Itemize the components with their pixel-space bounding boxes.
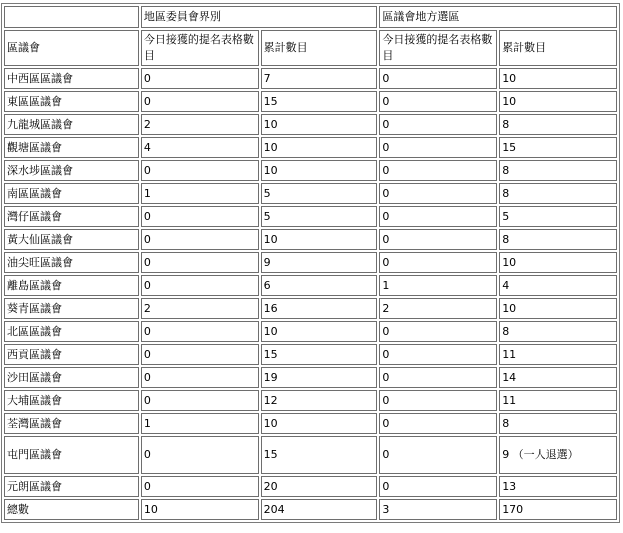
geo-cumulative-cell: 9 （一人退選）	[499, 436, 617, 474]
geo-received-today-cell: 0	[379, 252, 497, 273]
geo-received-today-cell: 0	[379, 367, 497, 388]
geo-received-today-cell: 0	[379, 229, 497, 250]
header-row-groups	[4, 6, 617, 28]
geo-cumulative-cell: 4	[499, 275, 617, 296]
council-name-cell: 西貢區議會	[4, 344, 139, 365]
dc-received-today-cell: 0	[141, 390, 259, 411]
table-row	[4, 436, 617, 474]
header-geo-cumulative: 累計數目	[499, 30, 617, 66]
dc-cumulative-cell: 5	[261, 183, 378, 204]
nominations-table	[1, 3, 620, 523]
dc-cumulative-cell: 15	[261, 344, 378, 365]
table-row	[4, 252, 617, 273]
council-name-cell: 中西區區議會	[4, 68, 139, 89]
dc-cumulative-cell: 10	[261, 114, 378, 135]
table-row	[4, 390, 617, 411]
council-name-cell: 東區區議會	[4, 91, 139, 112]
header-dc-received-today: 今日接獲的提名表格數目	[141, 30, 259, 66]
header-district-council: 區議會	[4, 30, 139, 66]
table-row-total	[4, 499, 617, 520]
council-name-cell: 黃大仙區議會	[4, 229, 139, 250]
dc-received-today-cell: 0	[141, 160, 259, 181]
dc-cumulative-cell: 5	[261, 206, 378, 227]
geo-cumulative-cell: 15	[499, 137, 617, 158]
dc-received-today-cell: 2	[141, 298, 259, 319]
council-name-cell: 葵青區議會	[4, 298, 139, 319]
geo-received-today-cell: 0	[379, 436, 497, 474]
geo-received-today-cell: 0	[379, 206, 497, 227]
dc-cumulative-cell: 10	[261, 229, 378, 250]
geo-cumulative-cell: 10	[499, 91, 617, 112]
geo-received-today-cell: 0	[379, 476, 497, 497]
geo-cumulative-cell: 170	[499, 499, 617, 520]
table-row	[4, 367, 617, 388]
table-row	[4, 476, 617, 497]
dc-received-today-cell: 0	[141, 367, 259, 388]
header-dc-cumulative: 累計數目	[261, 30, 378, 66]
council-name-cell: 深水埗區議會	[4, 160, 139, 181]
header-group-district-committees: 地區委員會界別	[141, 6, 378, 28]
dc-cumulative-cell: 20	[261, 476, 378, 497]
header-group-geographical-constituencies: 區議會地方選區	[379, 6, 617, 28]
geo-cumulative-cell: 8	[499, 229, 617, 250]
dc-received-today-cell: 0	[141, 68, 259, 89]
geo-cumulative-cell: 10	[499, 298, 617, 319]
council-name-cell: 觀塘區議會	[4, 137, 139, 158]
council-name-cell: 荃灣區議會	[4, 413, 139, 434]
geo-cumulative-cell: 8	[499, 114, 617, 135]
geo-received-today-cell: 2	[379, 298, 497, 319]
dc-received-today-cell: 2	[141, 114, 259, 135]
table-row	[4, 298, 617, 319]
council-name-cell: 九龍城區議會	[4, 114, 139, 135]
dc-cumulative-cell: 10	[261, 413, 378, 434]
council-name-cell: 沙田區議會	[4, 367, 139, 388]
dc-cumulative-cell: 9	[261, 252, 378, 273]
geo-cumulative-cell: 8	[499, 413, 617, 434]
dc-received-today-cell: 0	[141, 252, 259, 273]
geo-received-today-cell: 0	[379, 321, 497, 342]
dc-cumulative-cell: 10	[261, 321, 378, 342]
header-row-columns	[4, 30, 617, 66]
dc-cumulative-cell: 15	[261, 91, 378, 112]
dc-received-today-cell: 4	[141, 137, 259, 158]
dc-cumulative-cell: 10	[261, 160, 378, 181]
geo-received-today-cell: 0	[379, 160, 497, 181]
council-name-cell: 灣仔區議會	[4, 206, 139, 227]
council-name-cell: 南區區議會	[4, 183, 139, 204]
geo-cumulative-cell: 8	[499, 321, 617, 342]
council-name-cell: 油尖旺區議會	[4, 252, 139, 273]
table-row	[4, 344, 617, 365]
dc-cumulative-cell: 204	[261, 499, 378, 520]
council-name-cell: 離島區議會	[4, 275, 139, 296]
table-row	[4, 275, 617, 296]
dc-cumulative-cell: 12	[261, 390, 378, 411]
table-row	[4, 183, 617, 204]
dc-received-today-cell: 1	[141, 183, 259, 204]
dc-received-today-cell: 0	[141, 275, 259, 296]
table-row	[4, 229, 617, 250]
dc-received-today-cell: 0	[141, 344, 259, 365]
geo-cumulative-cell: 8	[499, 160, 617, 181]
geo-received-today-cell: 0	[379, 183, 497, 204]
dc-received-today-cell: 0	[141, 476, 259, 497]
table-row	[4, 68, 617, 89]
table-row	[4, 206, 617, 227]
table-row	[4, 91, 617, 112]
dc-received-today-cell: 0	[141, 436, 259, 474]
dc-cumulative-cell: 7	[261, 68, 378, 89]
geo-received-today-cell: 0	[379, 137, 497, 158]
council-name-cell: 屯門區議會	[4, 436, 139, 474]
table-row	[4, 413, 617, 434]
dc-received-today-cell: 0	[141, 229, 259, 250]
geo-cumulative-cell: 11	[499, 344, 617, 365]
table-row	[4, 160, 617, 181]
geo-cumulative-cell: 13	[499, 476, 617, 497]
dc-received-today-cell: 0	[141, 321, 259, 342]
council-name-cell: 北區區議會	[4, 321, 139, 342]
geo-received-today-cell: 3	[379, 499, 497, 520]
table-row	[4, 137, 617, 158]
dc-received-today-cell: 1	[141, 413, 259, 434]
geo-received-today-cell: 1	[379, 275, 497, 296]
geo-cumulative-cell: 11	[499, 390, 617, 411]
dc-cumulative-cell: 19	[261, 367, 378, 388]
geo-cumulative-cell: 10	[499, 68, 617, 89]
header-geo-received-today: 今日接獲的提名表格數目	[379, 30, 497, 66]
geo-cumulative-cell: 10	[499, 252, 617, 273]
geo-received-today-cell: 0	[379, 344, 497, 365]
council-name-cell: 總數	[4, 499, 139, 520]
table-row	[4, 321, 617, 342]
council-name-cell: 大埔區議會	[4, 390, 139, 411]
dc-received-today-cell: 0	[141, 91, 259, 112]
geo-received-today-cell: 0	[379, 413, 497, 434]
header-corner-cell	[4, 6, 139, 28]
dc-received-today-cell: 10	[141, 499, 259, 520]
council-name-cell: 元朗區議會	[4, 476, 139, 497]
table-row	[4, 114, 617, 135]
geo-cumulative-cell: 5	[499, 206, 617, 227]
geo-received-today-cell: 0	[379, 390, 497, 411]
dc-cumulative-cell: 10	[261, 137, 378, 158]
dc-cumulative-cell: 16	[261, 298, 378, 319]
dc-cumulative-cell: 15	[261, 436, 378, 474]
geo-received-today-cell: 0	[379, 68, 497, 89]
dc-cumulative-cell: 6	[261, 275, 378, 296]
geo-received-today-cell: 0	[379, 114, 497, 135]
geo-cumulative-cell: 8	[499, 183, 617, 204]
dc-received-today-cell: 0	[141, 206, 259, 227]
geo-cumulative-cell: 14	[499, 367, 617, 388]
geo-received-today-cell: 0	[379, 91, 497, 112]
